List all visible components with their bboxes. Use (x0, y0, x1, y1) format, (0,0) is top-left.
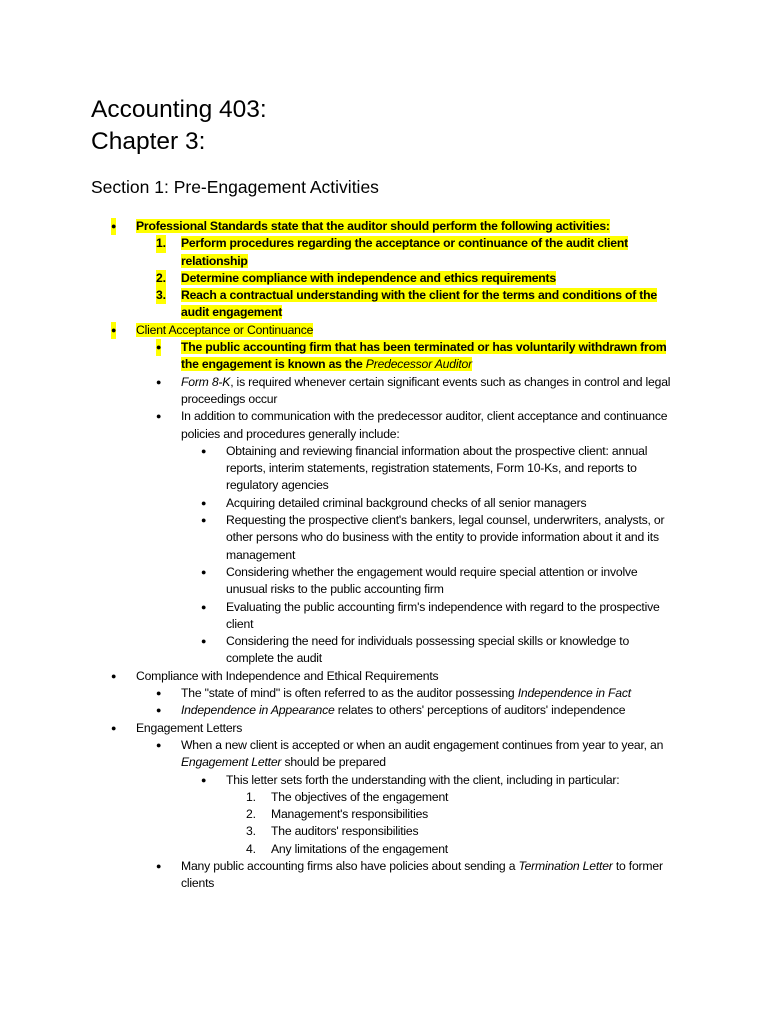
list-item-activity-1 (0, 235, 671, 270)
bullet-icon: ● (111, 722, 117, 733)
list-item-engagement-letters (0, 720, 668, 737)
item-text: The objectives of the engagement (271, 789, 449, 804)
list-item-form-8k (0, 374, 671, 409)
bullet-icon: ● (111, 670, 117, 681)
term-independence-in-appearance: Independence in Appearance (181, 703, 335, 718)
list-item-policy-3 (0, 512, 666, 564)
list-item-termination (0, 858, 671, 893)
bullet-icon: ● (201, 445, 207, 456)
list-item-independence-fact (0, 685, 671, 702)
item-text: The "state of mind" is often referred to as the auditor possessing (181, 686, 518, 701)
item-number: 4. (246, 841, 256, 856)
list-item-standards (0, 218, 668, 235)
bullet-icon: ● (156, 339, 161, 356)
item-text: Client Acceptance or Continuance (136, 322, 314, 337)
title-line-chapter: Chapter 3: (91, 128, 206, 155)
item-text: Many public accounting firms also have policies about sending a (181, 858, 519, 873)
item-text: Requesting the prospective client's bankers, legal counsel, underwriters, analysts, or other persons who do business with the entity to provide information about it and its management (226, 513, 665, 562)
item-number: 1. (246, 789, 256, 804)
item-number: 2. (156, 270, 166, 287)
item-number: 3. (156, 287, 166, 304)
bullet-icon: ● (201, 774, 207, 785)
list-item-client-acceptance (0, 322, 668, 339)
title-line-course: Accounting 403: (91, 96, 267, 123)
list-item-independence-appearance (0, 702, 671, 719)
list-item-sets-forth (0, 772, 666, 789)
list-item-policy-2 (0, 495, 666, 512)
list-item-policy-1 (0, 443, 666, 495)
bullet-icon: ● (156, 376, 162, 387)
list-item-policies (0, 408, 671, 443)
item-number: 3. (246, 824, 256, 839)
list-item-letter-point-2 (0, 806, 671, 823)
bullet-icon: ● (156, 705, 162, 716)
list-item-letter-point-1 (0, 789, 671, 806)
list-item-activity-3 (0, 287, 671, 322)
item-text: Obtaining and reviewing financial information about the prospective client: annual reports, interim statements, registration statements, Form 10-Ks, and reports to regulatory agencies (226, 443, 648, 493)
bullet-icon: ● (156, 688, 162, 699)
item-number: 2. (246, 807, 256, 822)
item-text: The auditors' responsibilities (271, 824, 419, 839)
notes-outline (0, 218, 768, 893)
section-heading: Section 1: Pre-Engagement Activities (91, 177, 379, 197)
item-text: Considering the need for individuals possessing special skills or knowledge to complete the audit (226, 634, 630, 666)
bullet-icon: ● (156, 860, 162, 871)
item-text: Professional Standards state that the auditor should perform the following activities: (136, 219, 610, 233)
bullet-icon: ● (201, 497, 207, 508)
list-item-predecessor (0, 339, 671, 374)
bullet-icon: ● (201, 515, 207, 526)
term-engagement-letter: Engagement Letter (181, 755, 282, 770)
list-item-policy-6 (0, 633, 666, 668)
item-text-end: should be prepared (281, 755, 386, 770)
bullet-icon: ● (201, 566, 207, 577)
item-text: Reach a contractual understanding with the client for the terms and conditions of the audit engagement (181, 288, 657, 320)
item-text: Determine compliance with independence and ethics requirements (181, 270, 556, 285)
bullet-icon: ● (201, 601, 207, 612)
list-item-policy-4 (0, 564, 666, 599)
list-item-letter-point-3 (0, 823, 671, 840)
term-predecessor-auditor: Predecessor Auditor (365, 357, 472, 372)
item-text: Acquiring detailed criminal background checks of all senior managers (226, 495, 587, 510)
list-item-policy-5 (0, 599, 666, 634)
document-title (91, 94, 267, 158)
item-text: Any limitations of the engagement (271, 841, 448, 856)
item-text: Evaluating the public accounting firm's independence with regard to the prospective client (226, 599, 660, 631)
list-item-activity-2 (0, 270, 671, 287)
item-text: When a new client is accepted or when an audit engagement continues from year to year, an (181, 737, 664, 752)
list-item-new-client (0, 737, 671, 772)
term-form-8k: Form 8-K (181, 374, 231, 389)
item-text: relates to others' perceptions of auditors' independence (334, 703, 626, 718)
bullet-icon: ● (156, 739, 162, 750)
list-item-letter-point-4 (0, 841, 671, 858)
item-text-end: to former clients (181, 858, 663, 891)
item-text: Compliance with Independence and Ethical Requirements (136, 668, 439, 683)
item-text: This letter sets forth the understanding with the client, including in particular: (226, 772, 620, 787)
item-text: Management's responsibilities (271, 807, 429, 822)
item-text: , is required whenever certain significant events such as changes in control and legal proceedings occur (181, 374, 671, 406)
bullet-icon: ● (111, 218, 116, 235)
item-text: Engagement Letters (136, 720, 243, 735)
list-item-compliance (0, 668, 668, 685)
term-independence-in-fact: Independence in Fact (517, 686, 631, 701)
bullet-icon: ● (201, 636, 207, 647)
bullet-icon: ● (111, 322, 116, 339)
item-text: The public accounting firm that has been terminated or has voluntarily withdrawn from the engagement is known as the (181, 340, 667, 372)
item-text: Perform procedures regarding the acceptance or continuance of the audit client relationship (181, 236, 628, 268)
bullet-icon: ● (156, 411, 162, 422)
term-termination-letter: Termination Letter (518, 858, 613, 873)
item-text: In addition to communication with the predecessor auditor, client acceptance and continuance policies and procedures generally include: (181, 409, 668, 441)
item-number: 1. (156, 235, 166, 252)
item-text: Considering whether the engagement would require special attention or involve unusual risks to the public accounting firm (226, 564, 638, 597)
